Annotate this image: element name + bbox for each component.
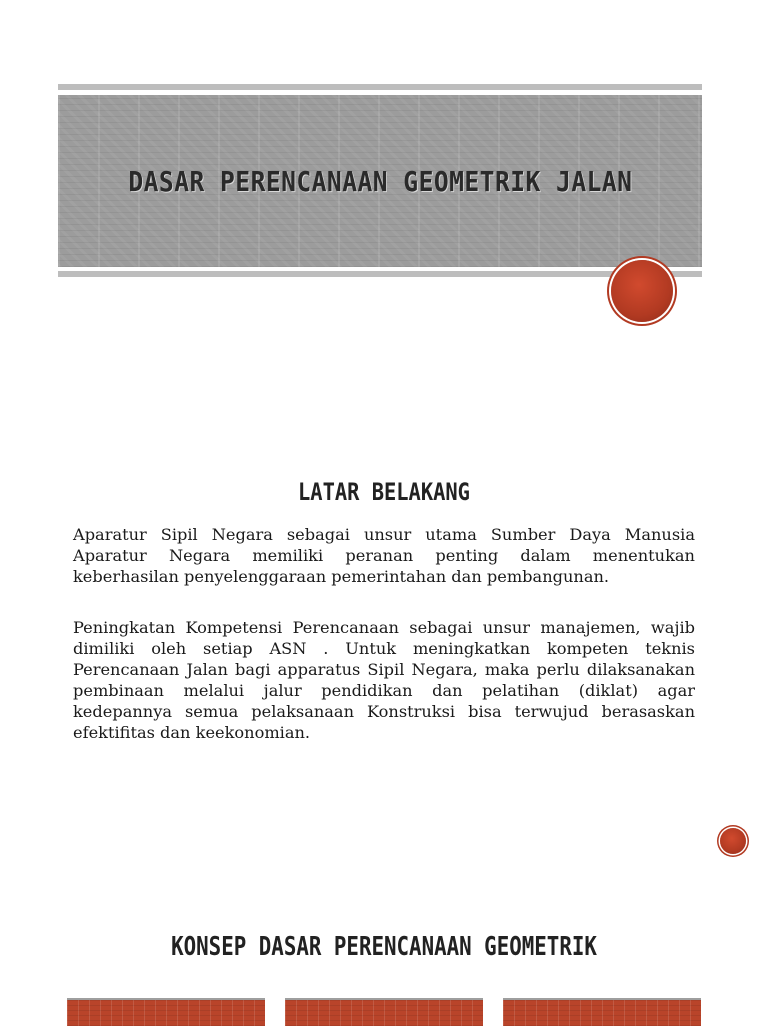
brick-panel-2 — [285, 998, 483, 1026]
decorative-circle-large — [611, 260, 673, 322]
konsep-dasar-heading: KONSEP DASAR PERENCANAAN GEOMETRIK — [171, 932, 597, 962]
slide-title: DASAR PERENCANAAN GEOMETRIK JALAN — [127, 164, 633, 198]
banner-top-rule — [58, 84, 702, 90]
brick-panel-3 — [503, 998, 701, 1026]
brick-panel-1 — [67, 998, 265, 1026]
paragraph-2: Peningkatan Kompetensi Perencanaan sebagai unsur manajemen, wajib dimiliki oleh setiap ASN . Untuk meningkatkan kompeten teknis Perencanaan Jalan bagi apparatus Sipil Negara, maka perlu dilaksanakan pembinaan melalui jalur pendidikan dan pelatihan (diklat) agar kedepannya semua pelaksanaan Konstruksi bisa terwujud berasaskan efektifitas dan keekonomian. — [73, 618, 695, 742]
title-banner — [58, 95, 702, 267]
latar-belakang-heading: LATAR BELAKANG — [298, 478, 470, 506]
banner-bottom-rule — [58, 271, 702, 277]
decorative-circle-small — [720, 828, 746, 854]
paragraph-1: Aparatur Sipil Negara sebagai unsur utama Sumber Daya Manusia Aparatur Negara memiliki peranan penting dalam menentukan keberhasilan penyelenggaraan pemerintahan dan pembangunan. — [73, 525, 695, 586]
